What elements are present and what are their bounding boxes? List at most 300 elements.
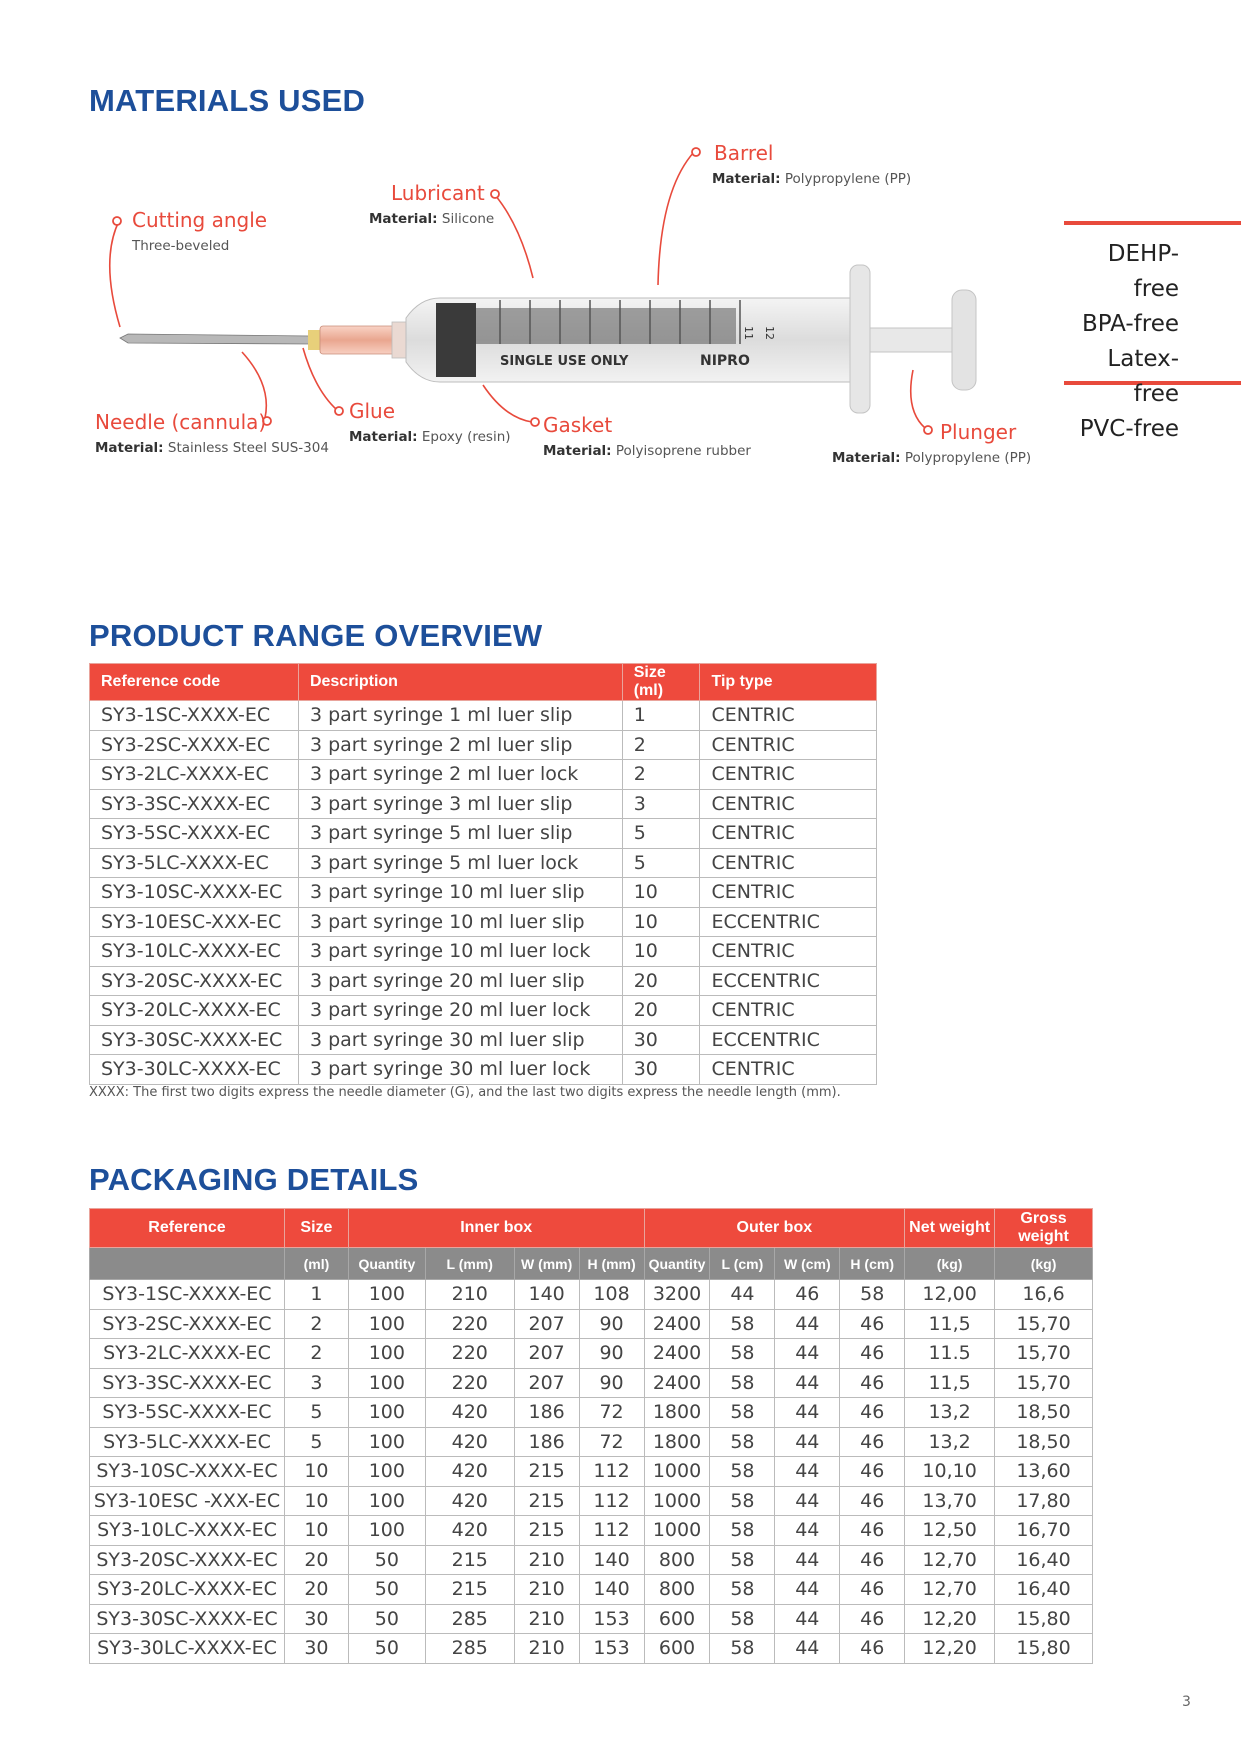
value-cell: 1000 [644, 1486, 710, 1516]
description-cell: 3 part syringe 20 ml luer lock [298, 996, 622, 1026]
material-label: Material: [543, 443, 612, 459]
value-cell: 58 [710, 1604, 775, 1634]
callout-glue-title: Glue [349, 399, 396, 423]
value-cell: 46 [840, 1516, 905, 1546]
value-cell: 12,70 [905, 1575, 995, 1605]
value-cell: 100 [348, 1339, 425, 1369]
value-cell: 800 [644, 1575, 710, 1605]
size-cell: 2 [622, 730, 700, 760]
value-cell: 30 [284, 1634, 348, 1664]
value-cell: 1800 [644, 1427, 710, 1457]
value-cell: 50 [348, 1575, 425, 1605]
brand-text: NIPRO [700, 353, 750, 369]
callout-cutting-angle-title: Cutting angle [132, 208, 268, 232]
sub-header-cell: L (mm) [425, 1248, 514, 1280]
value-cell: 72 [579, 1427, 644, 1457]
value-cell: 12,00 [905, 1280, 995, 1310]
size-cell: 30 [622, 1055, 700, 1085]
value-cell: 58 [710, 1486, 775, 1516]
value-cell: 215 [514, 1486, 579, 1516]
reference-cell: SY3-5LC-XXXX-EC [90, 1427, 285, 1457]
reference-code-cell: SY3-1SC-XXXX-EC [90, 701, 299, 731]
value-cell: 58 [710, 1575, 775, 1605]
material-label: Material: [349, 429, 418, 445]
value-cell: 11,5 [905, 1368, 995, 1398]
reference-cell: SY3-30LC-XXXX-EC [90, 1634, 285, 1664]
value-cell: 16,70 [995, 1516, 1093, 1546]
value-cell: 210 [514, 1604, 579, 1634]
value-cell: 112 [579, 1486, 644, 1516]
reference-code-cell: SY3-10SC-XXXX-EC [90, 878, 299, 908]
reference-cell: SY3-10LC-XXXX-EC [90, 1516, 285, 1546]
value-cell: 44 [775, 1457, 840, 1487]
reference-code-cell: SY3-30LC-XXXX-EC [90, 1055, 299, 1085]
description-cell: 3 part syringe 3 ml luer slip [298, 789, 622, 819]
reference-code-cell: SY3-10ESC-XXX-EC [90, 907, 299, 937]
value-cell: 220 [425, 1309, 514, 1339]
sub-header-cell [90, 1248, 285, 1280]
value-cell: 50 [348, 1545, 425, 1575]
value-cell: 46 [775, 1280, 840, 1310]
sub-header-cell: H (mm) [579, 1248, 644, 1280]
table-row [90, 789, 877, 819]
table-row [90, 1575, 1093, 1605]
value-cell: 44 [775, 1575, 840, 1605]
sub-header-cell: H (cm) [840, 1248, 905, 1280]
table-row [90, 760, 877, 790]
value-cell: 15,80 [995, 1634, 1093, 1664]
size-cell: 10 [622, 878, 700, 908]
value-cell: 58 [710, 1309, 775, 1339]
value-cell: 20 [284, 1545, 348, 1575]
barrel [406, 265, 870, 413]
value-cell: 2400 [644, 1339, 710, 1369]
value-cell: 215 [425, 1545, 514, 1575]
value-cell: 46 [840, 1339, 905, 1369]
value-cell: 58 [710, 1516, 775, 1546]
tip-type-cell: CENTRIC [700, 996, 877, 1026]
value-cell: 13,2 [905, 1398, 995, 1428]
value-cell: 20 [284, 1575, 348, 1605]
value-cell: 44 [775, 1486, 840, 1516]
leader-lines [110, 152, 925, 428]
size-cell: 3 [622, 789, 700, 819]
header-size: Size [284, 1209, 348, 1248]
description-cell: 3 part syringe 2 ml luer slip [298, 730, 622, 760]
value-cell: 2 [284, 1309, 348, 1339]
callout-glue-value: Epoxy (resin) [421, 429, 511, 445]
callout-barrel-value: Polypropylene (PP) [784, 171, 912, 187]
value-cell: 16,40 [995, 1545, 1093, 1575]
header-net-weight: Net weight [905, 1209, 995, 1248]
value-cell: 13,2 [905, 1427, 995, 1457]
value-cell: 12,20 [905, 1604, 995, 1634]
table-row [90, 1368, 1093, 1398]
header-reference-code: Reference code [90, 664, 299, 701]
table-row [90, 996, 877, 1026]
value-cell: 100 [348, 1368, 425, 1398]
free-of-list [1064, 221, 1241, 442]
page-number: 3 [1182, 1694, 1191, 1710]
product-range-table [89, 663, 877, 1085]
value-cell: 100 [348, 1427, 425, 1457]
value-cell: 12,70 [905, 1545, 995, 1575]
header-gross-weight: Gross weight [995, 1209, 1093, 1248]
value-cell: 44 [710, 1280, 775, 1310]
reference-cell: SY3-3SC-XXXX-EC [90, 1368, 285, 1398]
value-cell: 90 [579, 1368, 644, 1398]
materials-title: MATERIALS USED [89, 83, 366, 118]
callout-plunger-title: Plunger [940, 420, 1017, 444]
value-cell: 100 [348, 1486, 425, 1516]
value-cell: 5 [284, 1398, 348, 1428]
value-cell: 600 [644, 1604, 710, 1634]
reference-code-cell: SY3-2SC-XXXX-EC [90, 730, 299, 760]
value-cell: 100 [348, 1309, 425, 1339]
table-group-header-row [90, 1209, 1093, 1248]
tip-type-cell: ECCENTRIC [700, 907, 877, 937]
material-label: Material: [369, 211, 438, 227]
size-cell: 1 [622, 701, 700, 731]
value-cell: 46 [840, 1545, 905, 1575]
sub-header-cell: L (cm) [710, 1248, 775, 1280]
reference-cell: SY3-2SC-XXXX-EC [90, 1309, 285, 1339]
value-cell: 215 [425, 1575, 514, 1605]
value-cell: 58 [710, 1545, 775, 1575]
value-cell: 44 [775, 1604, 840, 1634]
value-cell: 186 [514, 1398, 579, 1428]
free-item: DEHP-free [1107, 241, 1179, 302]
tip-type-cell: ECCENTRIC [700, 966, 877, 996]
value-cell: 100 [348, 1280, 425, 1310]
callout-needle-title: Needle (cannula) [95, 410, 267, 434]
table-footnote: XXXX: The first two digits express the needle diameter (G), and the last two digits express the needle length (mm). [89, 1085, 841, 1100]
value-cell: 46 [840, 1309, 905, 1339]
callout-gasket-value: Polyisoprene rubber [615, 443, 751, 459]
value-cell: 15,70 [995, 1368, 1093, 1398]
value-cell: 285 [425, 1634, 514, 1664]
value-cell: 210 [514, 1634, 579, 1664]
tip-type-cell: ECCENTRIC [700, 1025, 877, 1055]
value-cell: 1 [284, 1280, 348, 1310]
value-cell: 46 [840, 1575, 905, 1605]
table-row [90, 937, 877, 967]
value-cell: 18,50 [995, 1427, 1093, 1457]
value-cell: 11,5 [905, 1309, 995, 1339]
reference-code-cell: SY3-30SC-XXXX-EC [90, 1025, 299, 1055]
value-cell: 46 [840, 1604, 905, 1634]
product-range-title: PRODUCT RANGE OVERVIEW [89, 618, 543, 653]
value-cell: 58 [710, 1339, 775, 1369]
value-cell: 50 [348, 1604, 425, 1634]
description-cell: 3 part syringe 1 ml luer slip [298, 701, 622, 731]
tip-type-cell: CENTRIC [700, 819, 877, 849]
value-cell: 153 [579, 1634, 644, 1664]
header-tip-type: Tip type [700, 664, 877, 701]
value-cell: 140 [514, 1280, 579, 1310]
size-cell: 20 [622, 996, 700, 1026]
table-row [90, 1055, 877, 1085]
callout-cutting-angle [132, 208, 267, 254]
callout-glue [349, 399, 511, 445]
value-cell: 44 [775, 1368, 840, 1398]
value-cell: 210 [425, 1280, 514, 1310]
callout-gasket [543, 413, 751, 459]
value-cell: 15,70 [995, 1309, 1093, 1339]
table-row [90, 1604, 1093, 1634]
value-cell: 210 [514, 1575, 579, 1605]
table-row [90, 1516, 1093, 1546]
value-cell: 420 [425, 1398, 514, 1428]
description-cell: 3 part syringe 2 ml luer lock [298, 760, 622, 790]
reference-code-cell: SY3-5LC-XXXX-EC [90, 848, 299, 878]
value-cell: 108 [579, 1280, 644, 1310]
sub-header-cell: (ml) [284, 1248, 348, 1280]
value-cell: 420 [425, 1457, 514, 1487]
value-cell: 2 [284, 1339, 348, 1369]
value-cell: 44 [775, 1339, 840, 1369]
tip-type-cell: CENTRIC [700, 730, 877, 760]
table-row [90, 1398, 1093, 1428]
table-row [90, 1545, 1093, 1575]
free-item: PVC-free [1079, 416, 1179, 442]
value-cell: 420 [425, 1427, 514, 1457]
value-cell: 600 [644, 1634, 710, 1664]
value-cell: 15,70 [995, 1339, 1093, 1369]
header-outer-box: Outer box [644, 1209, 905, 1248]
value-cell: 112 [579, 1457, 644, 1487]
value-cell: 1000 [644, 1457, 710, 1487]
tip-type-cell: CENTRIC [700, 937, 877, 967]
value-cell: 220 [425, 1339, 514, 1369]
header-size: Size (ml) [622, 664, 700, 701]
description-cell: 3 part syringe 5 ml luer slip [298, 819, 622, 849]
value-cell: 44 [775, 1634, 840, 1664]
value-cell: 58 [710, 1368, 775, 1398]
sub-header-cell: Quantity [348, 1248, 425, 1280]
value-cell: 11.5 [905, 1339, 995, 1369]
sub-header-cell: W (mm) [514, 1248, 579, 1280]
product-range-body [90, 701, 877, 1085]
value-cell: 207 [514, 1309, 579, 1339]
reference-cell: SY3-2LC-XXXX-EC [90, 1339, 285, 1369]
material-label: Material: [95, 440, 164, 456]
needle-hub [308, 322, 406, 358]
size-cell: 30 [622, 1025, 700, 1055]
reference-code-cell: SY3-5SC-XXXX-EC [90, 819, 299, 849]
table-row [90, 730, 877, 760]
tip-type-cell: CENTRIC [700, 760, 877, 790]
value-cell: 46 [840, 1368, 905, 1398]
value-cell: 44 [775, 1427, 840, 1457]
description-cell: 3 part syringe 20 ml luer slip [298, 966, 622, 996]
description-cell: 3 part syringe 10 ml luer slip [298, 878, 622, 908]
single-use-text: SINGLE USE ONLY [500, 354, 629, 369]
free-item: Latex-free [1107, 346, 1179, 407]
value-cell: 112 [579, 1516, 644, 1546]
value-cell: 2400 [644, 1368, 710, 1398]
value-cell: 207 [514, 1339, 579, 1369]
value-cell: 140 [579, 1575, 644, 1605]
value-cell: 285 [425, 1604, 514, 1634]
value-cell: 12,20 [905, 1634, 995, 1664]
description-cell: 3 part syringe 5 ml luer lock [298, 848, 622, 878]
packaging-title: PACKAGING DETAILS [89, 1162, 419, 1197]
value-cell: 44 [775, 1309, 840, 1339]
table-row [90, 1280, 1093, 1310]
size-cell: 2 [622, 760, 700, 790]
value-cell: 3200 [644, 1280, 710, 1310]
value-cell: 420 [425, 1516, 514, 1546]
reference-cell: SY3-1SC-XXXX-EC [90, 1280, 285, 1310]
table-row [90, 878, 877, 908]
size-cell: 20 [622, 966, 700, 996]
material-label: Material: [832, 450, 901, 466]
callout-plunger [832, 420, 1031, 466]
table-row [90, 848, 877, 878]
value-cell: 10 [284, 1516, 348, 1546]
value-cell: 44 [775, 1516, 840, 1546]
reference-cell: SY3-5SC-XXXX-EC [90, 1398, 285, 1428]
value-cell: 100 [348, 1398, 425, 1428]
tip-type-cell: CENTRIC [700, 848, 877, 878]
value-cell: 46 [840, 1486, 905, 1516]
size-cell: 10 [622, 907, 700, 937]
sub-header-cell: (kg) [995, 1248, 1093, 1280]
reference-code-cell: SY3-3SC-XXXX-EC [90, 789, 299, 819]
table-row [90, 701, 877, 731]
value-cell: 58 [840, 1280, 905, 1310]
mark-12: 12 [763, 326, 776, 340]
sub-header-cell: Quantity [644, 1248, 710, 1280]
value-cell: 13,70 [905, 1486, 995, 1516]
table-header-row [90, 664, 877, 701]
table-row [90, 966, 877, 996]
table-row [90, 1309, 1093, 1339]
reference-code-cell: SY3-2LC-XXXX-EC [90, 760, 299, 790]
reference-cell: SY3-20LC-XXXX-EC [90, 1575, 285, 1605]
value-cell: 72 [579, 1398, 644, 1428]
value-cell: 153 [579, 1604, 644, 1634]
size-cell: 5 [622, 848, 700, 878]
needle [120, 334, 310, 344]
table-row [90, 1025, 877, 1055]
value-cell: 16,40 [995, 1575, 1093, 1605]
value-cell: 44 [775, 1545, 840, 1575]
value-cell: 46 [840, 1457, 905, 1487]
value-cell: 186 [514, 1427, 579, 1457]
value-cell: 46 [840, 1634, 905, 1664]
table-row [90, 819, 877, 849]
table-row [90, 1427, 1093, 1457]
value-cell: 100 [348, 1516, 425, 1546]
value-cell: 215 [514, 1457, 579, 1487]
callout-needle [95, 410, 329, 456]
value-cell: 30 [284, 1604, 348, 1634]
table-row [90, 1457, 1093, 1487]
value-cell: 90 [579, 1339, 644, 1369]
header-inner-box: Inner box [348, 1209, 644, 1248]
table-row [90, 907, 877, 937]
value-cell: 18,50 [995, 1398, 1093, 1428]
callout-lubricant-title: Lubricant [391, 181, 485, 205]
value-cell: 800 [644, 1545, 710, 1575]
value-cell: 17,80 [995, 1486, 1093, 1516]
callout-needle-value: Stainless Steel SUS-304 [167, 440, 329, 456]
header-reference: Reference [90, 1209, 285, 1248]
value-cell: 58 [710, 1457, 775, 1487]
table-sub-header-row [90, 1248, 1093, 1280]
reference-cell: SY3-10SC-XXXX-EC [90, 1457, 285, 1487]
sub-header-cell: W (cm) [775, 1248, 840, 1280]
value-cell: 1000 [644, 1516, 710, 1546]
packaging-body [90, 1280, 1093, 1664]
value-cell: 16,6 [995, 1280, 1093, 1310]
value-cell: 2400 [644, 1309, 710, 1339]
value-cell: 100 [348, 1457, 425, 1487]
table-row [90, 1486, 1093, 1516]
description-cell: 3 part syringe 10 ml luer slip [298, 907, 622, 937]
tip-type-cell: CENTRIC [700, 878, 877, 908]
value-cell: 44 [775, 1398, 840, 1428]
value-cell: 140 [579, 1545, 644, 1575]
value-cell: 13,60 [995, 1457, 1093, 1487]
callout-lubricant-value: Silicone [441, 211, 495, 227]
value-cell: 58 [710, 1427, 775, 1457]
header-description: Description [298, 664, 622, 701]
value-cell: 215 [514, 1516, 579, 1546]
reference-code-cell: SY3-20SC-XXXX-EC [90, 966, 299, 996]
value-cell: 58 [710, 1634, 775, 1664]
tip-type-cell: CENTRIC [700, 701, 877, 731]
reference-cell: SY3-20SC-XXXX-EC [90, 1545, 285, 1575]
value-cell: 50 [348, 1634, 425, 1664]
value-cell: 46 [840, 1398, 905, 1428]
sub-header-cell: (kg) [905, 1248, 995, 1280]
value-cell: 420 [425, 1486, 514, 1516]
value-cell: 10,10 [905, 1457, 995, 1487]
description-cell: 3 part syringe 10 ml luer lock [298, 937, 622, 967]
value-cell: 10 [284, 1457, 348, 1487]
free-item: BPA-free [1081, 311, 1179, 337]
plunger-part [870, 290, 976, 390]
value-cell: 5 [284, 1427, 348, 1457]
value-cell: 10 [284, 1486, 348, 1516]
callout-gasket-title: Gasket [543, 413, 613, 437]
value-cell: 58 [710, 1398, 775, 1428]
reference-cell: SY3-30SC-XXXX-EC [90, 1604, 285, 1634]
value-cell: 3 [284, 1368, 348, 1398]
value-cell: 210 [514, 1545, 579, 1575]
size-cell: 10 [622, 937, 700, 967]
value-cell: 1800 [644, 1398, 710, 1428]
callout-barrel-title: Barrel [714, 141, 774, 165]
mark-11: 11 [742, 326, 755, 340]
value-cell: 90 [579, 1309, 644, 1339]
callout-cutting-angle-sub: Three-beveled [132, 238, 230, 254]
value-cell: 12,50 [905, 1516, 995, 1546]
value-cell: 220 [425, 1368, 514, 1398]
reference-code-cell: SY3-10LC-XXXX-EC [90, 937, 299, 967]
callout-lubricant [369, 181, 494, 227]
tip-type-cell: CENTRIC [700, 789, 877, 819]
reference-code-cell: SY3-20LC-XXXX-EC [90, 996, 299, 1026]
value-cell: 46 [840, 1427, 905, 1457]
material-label: Material: [712, 171, 781, 187]
table-row [90, 1339, 1093, 1369]
value-cell: 207 [514, 1368, 579, 1398]
tip-type-cell: CENTRIC [700, 1055, 877, 1085]
